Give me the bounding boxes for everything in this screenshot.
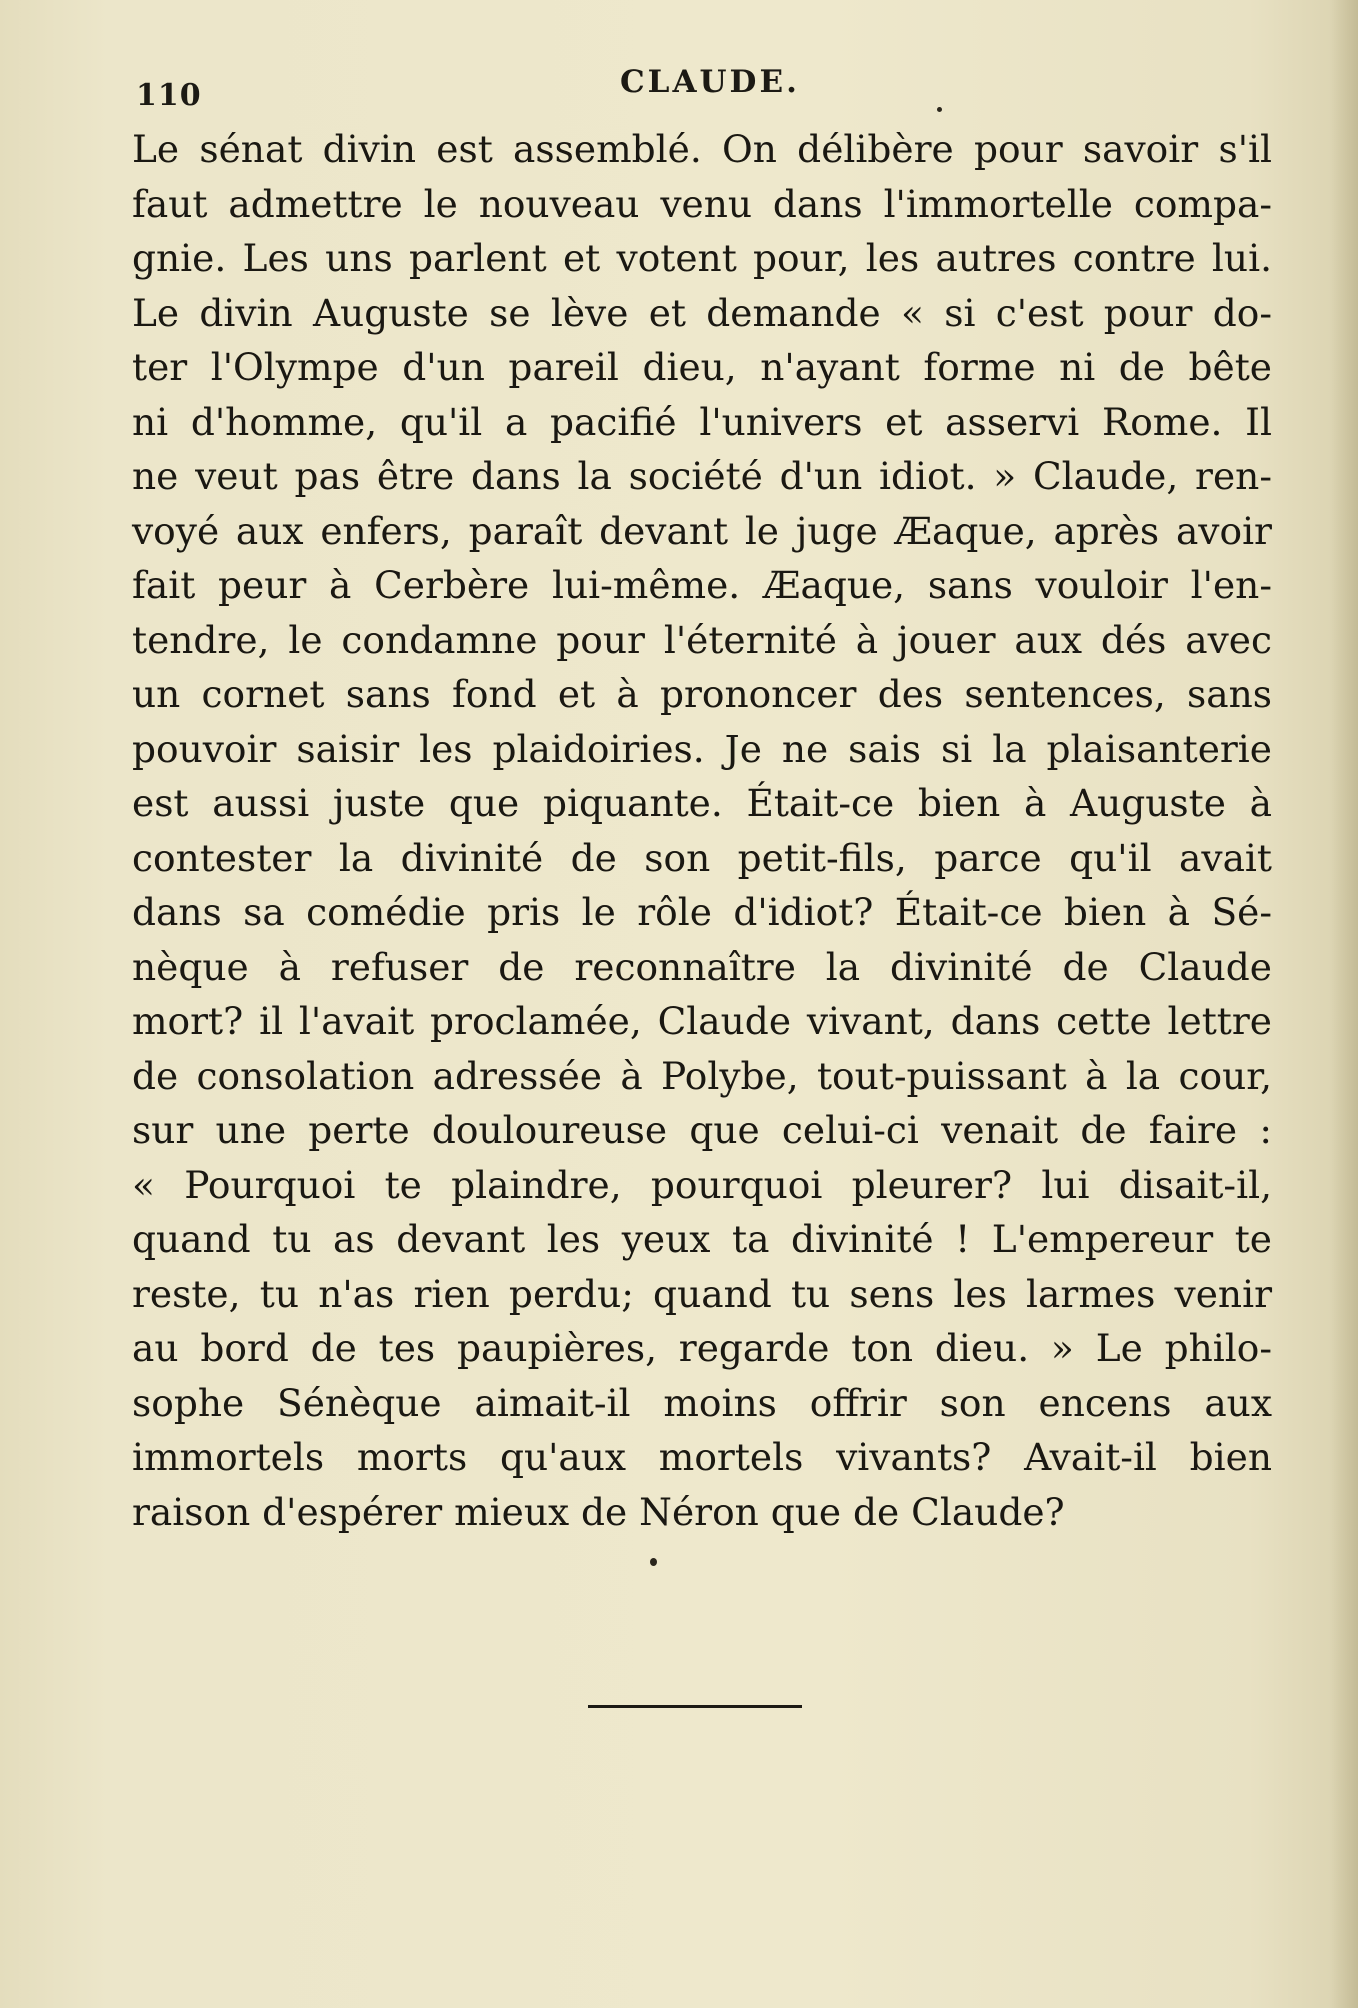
text-line: pouvoir saisir les plaidoiries. Je ne sais si la plaisanterie (132, 726, 1272, 771)
text-line: quand tu as devant les yeux ta divinité ! L'empereur te (132, 1217, 1272, 1261)
text-line: nèque à refuser de reconnaître la divinité de Claude (132, 944, 1272, 989)
text-line: de consolation adressée à Polybe, tout-puissant à la cour, (132, 1053, 1272, 1098)
text-line: Le divin Auguste se lève et demande « si c'est pour do- (132, 290, 1272, 335)
text-line: un cornet sans fond et à prononcer des sentences, sans (132, 672, 1272, 716)
text-line: ne veut pas être dans la société d'un idiot. » Claude, ren- (132, 454, 1272, 498)
text-line: sophe Sénèque aimait-il moins offrir son encens aux (132, 1380, 1272, 1425)
text-line: au bord de tes paupières, regarde ton dieu. » Le philo- (132, 1326, 1272, 1370)
text-line: reste, tu n'as rien perdu; quand tu sens les larmes venir (132, 1271, 1272, 1316)
text-line: contester la divinité de son petit-fils, parce qu'il avait (132, 835, 1272, 880)
text-line: raison d'espérer mieux de Néron que de Claude? (132, 1489, 1065, 1534)
page-edge-shadow (1330, 0, 1358, 2008)
text-line: Le sénat divin est assemblé. On délibère pour savoir s'il (132, 127, 1272, 171)
end-of-chapter-rule (588, 1705, 802, 1708)
text-line: ter l'Olympe d'un pareil dieu, n'ayant forme ni de bête (132, 345, 1272, 389)
ink-speck (937, 107, 942, 112)
text-line: dans sa comédie pris le rôle d'idiot? Était-ce bien à Sé- (132, 890, 1272, 934)
text-line: « Pourquoi te plaindre, pourquoi pleurer? lui disait-il, (132, 1162, 1272, 1207)
text-line: est aussi juste que piquante. Était-ce bien à Auguste à (132, 781, 1272, 825)
text-line: faut admettre le nouveau venu dans l'immortelle compa- (132, 181, 1272, 226)
page-number: 110 (136, 78, 202, 113)
text-line: ni d'homme, qu'il a pacifié l'univers et asservi Rome. Il (132, 399, 1272, 444)
ink-speck (650, 1558, 657, 1566)
text-line: gnie. Les uns parlent et votent pour, les autres contre lui. (132, 236, 1272, 280)
running-title: CLAUDE. (620, 64, 800, 100)
body-paragraph (132, 122, 1272, 1539)
text-line: fait peur à Cerbère lui-même. Æaque, sans vouloir l'en- (132, 563, 1272, 607)
text-line: voyé aux enfers, paraît devant le juge Æaque, après avoir (132, 508, 1272, 553)
text-line: immortels morts qu'aux mortels vivants? Avait-il bien (132, 1435, 1272, 1479)
text-line: mort? il l'avait proclamée, Claude vivant, dans cette lettre (132, 999, 1272, 1043)
text-line: tendre, le condamne pour l'éternité à jouer aux dés avec (132, 617, 1272, 662)
page-header (130, 62, 1270, 112)
text-line: sur une perte douloureuse que celui-ci venait de faire : (132, 1108, 1272, 1152)
